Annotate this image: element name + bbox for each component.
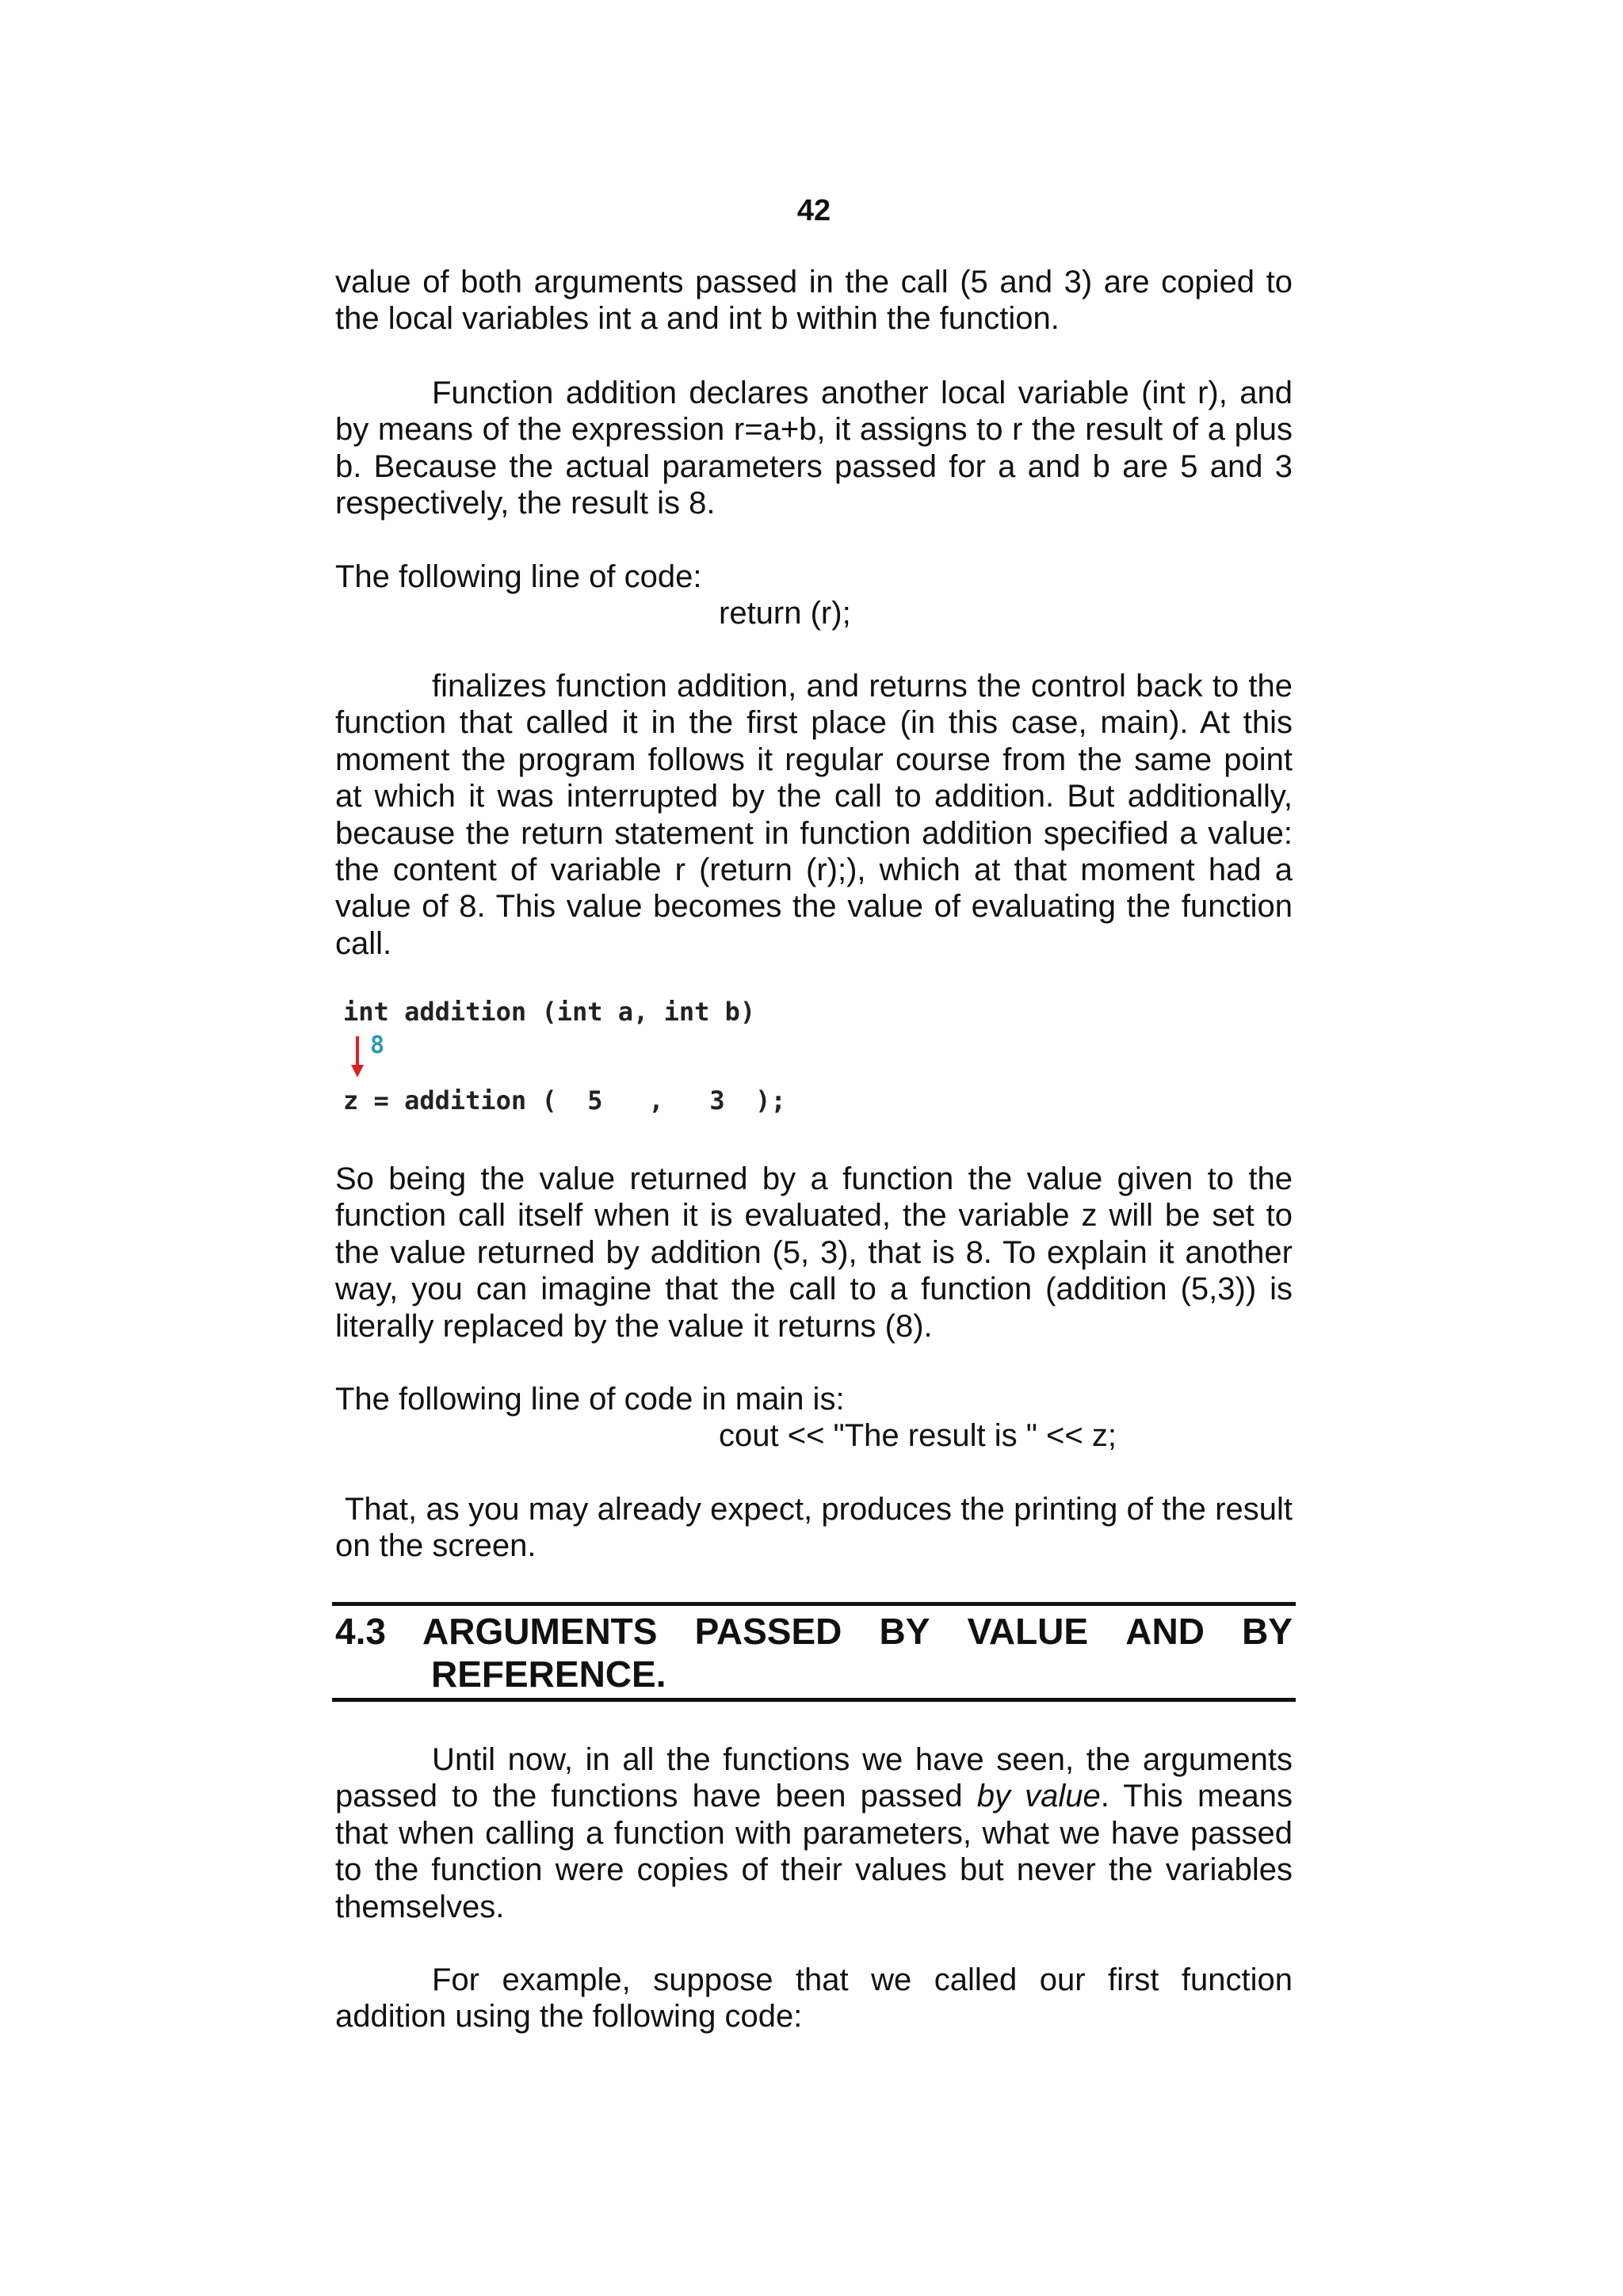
section-title-word: PASSED [694,1611,842,1652]
paragraph-6: The following line of code in main is: [335,1382,845,1417]
code-return: return (r); [719,596,851,631]
paragraph-8 [335,1741,1293,1925]
section-title-word: BY [879,1611,930,1652]
section-rule-bottom [332,1698,1296,1702]
section-rule-top [332,1602,1296,1606]
function-call-diagram [343,997,834,1123]
function-signature: int addition (int a, int b) [343,997,756,1027]
paragraph-8-text-a: Until now, in all the functions we have seen, the arguments passed to the functions have been passed [335,1742,1293,1814]
paragraph-9: For example, suppose that we called our first function addition using the following code: [335,1962,1293,2035]
paragraph-3: The following line of code: [335,559,702,594]
page-number: 42 [796,194,831,227]
section-title-line-2: REFERENCE. [431,1653,666,1695]
section-title-word: AND [1125,1611,1205,1652]
section-title-word: BY [1242,1611,1293,1652]
emphasis-by-value: by value [976,1779,1101,1814]
section-title-word: VALUE [967,1611,1089,1652]
paragraph-4: finalizes function addition, and returns the control back to the function that called it in the first place (in this case, main). At this moment the program follows it regular course from the same point at which it was interrupted by the call to addition. But additionally, because the return statement in function addition specified a value: the content of variable r (return (r);), which at that moment had a value of 8. This value becomes the value of evaluating the function call. [335,669,1293,961]
paragraph-8-text-b: . This means that when calling a function with parameters, what we have passed to the function were copies of their values but never the variables themselves. [335,1779,1293,1924]
paragraph-7: That, as you may already expect, produces the printing of the result on the screen. [335,1492,1293,1564]
returned-value: 8 [370,1032,385,1059]
section-title-line-1 [335,1610,1293,1653]
function-call-line: z = addition ( 5 , 3 ); [343,1085,786,1116]
section-number: 4.3 [335,1611,386,1652]
code-cout: cout << "The result is " << z; [719,1418,1117,1453]
section-title-word: ARGUMENTS [422,1611,658,1652]
paragraph-2: Function addition declares another local variable (int r), and by means of the expression r=a+b, it assigns to r the result of a plus b. Because the actual parameters passed for a and b are 5 and 3 respectively, the result is 8. [335,376,1293,521]
paragraph-1: value of both arguments passed in the call (5 and 3) are copied to the local variables int a and int b within the function. [335,265,1293,337]
paragraph-5: So being the value returned by a function the value given to the function call itself when it is evaluated, the variable z will be set to the value returned by addition (5, 3), that is 8. To explain it another way, you can imagine that the call to a function (addition (5,3)) is literally replaced by the value it returns (8). [335,1161,1293,1344]
